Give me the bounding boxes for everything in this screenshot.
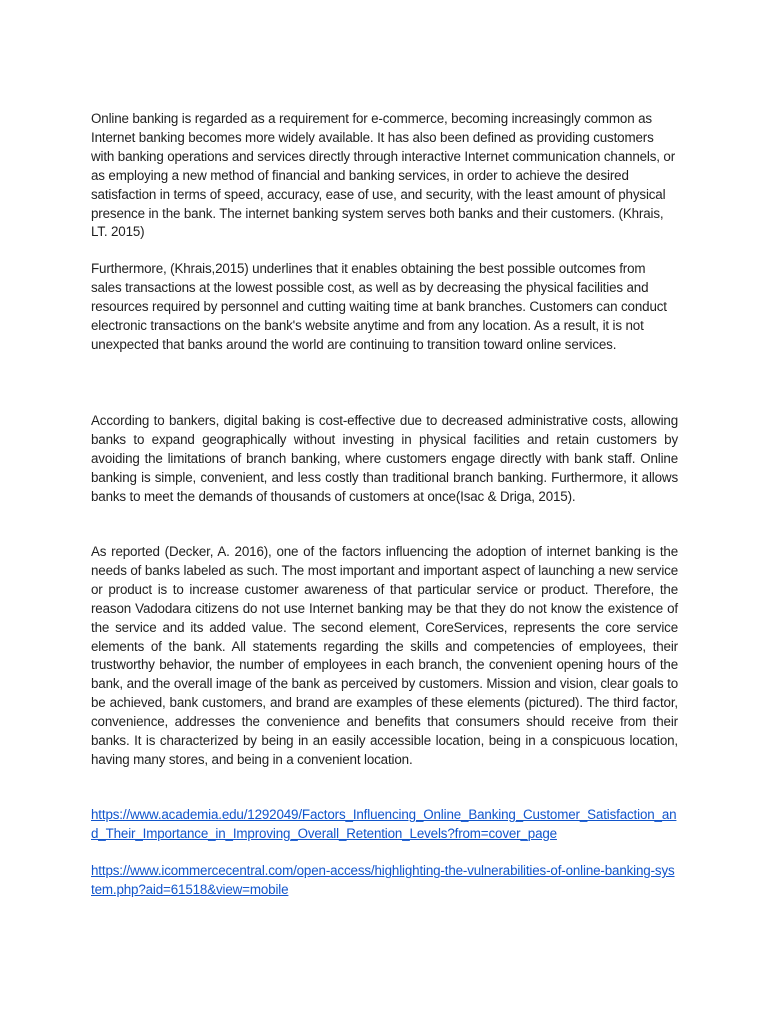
paragraph-bankers: According to bankers, digital baking is cost-effective due to decreased administrative costs, allowing banks to expand geographically without investing in physical facilities and retain customers by avoiding the limitations of branch banking, where customers engage directly with bank staff. Online banking is simple, convenient, and less costly than traditional branch banking. Furthermore, it allows banks to meet the demands of thousands of customers at once(Isac & Driga, 2015). bbox=[91, 413, 678, 504]
paragraph-decker: As reported (Decker, A. 2016), one of the factors influencing the adoption of internet banking is the needs of banks labeled as such. The most important and important aspect of launching a new service or product is to increase customer awareness of that particular service or product. Therefore, the reason Vadodara citizens do not use Internet banking may be that they do not know the existence of the service and its added value. The second element, CoreServices, represents the core service elements of the bank. All statements regarding the skills and competencies of employees, their trustworthy behavior, the number of employees in each branch, the convenient opening hours of the bank, and the overall image of the bank as perceived by customers. Mission and vision, clear goals to be achieved, bank customers, and brand are examples of these elements (pictured). The third factor, convenience, addresses the convenience and benefits that consumers should receive from their banks. It is characterized by being in an easily accessible location, being in a conspicuous location, having many stores, and being in a convenient location. bbox=[91, 544, 678, 767]
paragraph-intro: Online banking is regarded as a requirement for e-commerce, becoming increasingly common as Internet banking becomes more widely available. It has also been defined as providing customers with banking operations and services directly through interactive Internet communication channels, or as employing a new method of financial and banking services, in order to achieve the desired satisfaction in terms of speed, accuracy, ease of use, and security, with the least amount of physical presence in the bank. The internet banking system serves both banks and their customers. (Khrais, LT. 2015) bbox=[91, 111, 676, 240]
paragraph-khrais: Furthermore, (Khrais,2015) underlines that it enables obtaining the best possible outcomes from sales transactions at the lowest possible cost, as well as by decreasing the physical facilities and resources required by personnel and cutting waiting time at bank branches. Customers can conduct electronic transactions on the bank's website anytime and from any location. As a result, it is not unexpected that banks around the world are continuing to transition toward online services. bbox=[91, 261, 667, 352]
reference-link-academia[interactable]: https://www.academia.edu/1292049/Factors_Influencing_Online_Banking_Customer_Satisfaction_and_Their_Importance_in_Improving_Overall_Retention_Levels?from=cover_page bbox=[91, 807, 677, 841]
reference-link-2-container bbox=[91, 862, 678, 900]
reference-link-icommercecentral[interactable]: https://www.icommercecentral.com/open-access/highlighting-the-vulnerabilities-of-online-banking-system.php?aid=61518&view=mobile bbox=[91, 863, 675, 897]
reference-link-1-container bbox=[91, 806, 678, 844]
